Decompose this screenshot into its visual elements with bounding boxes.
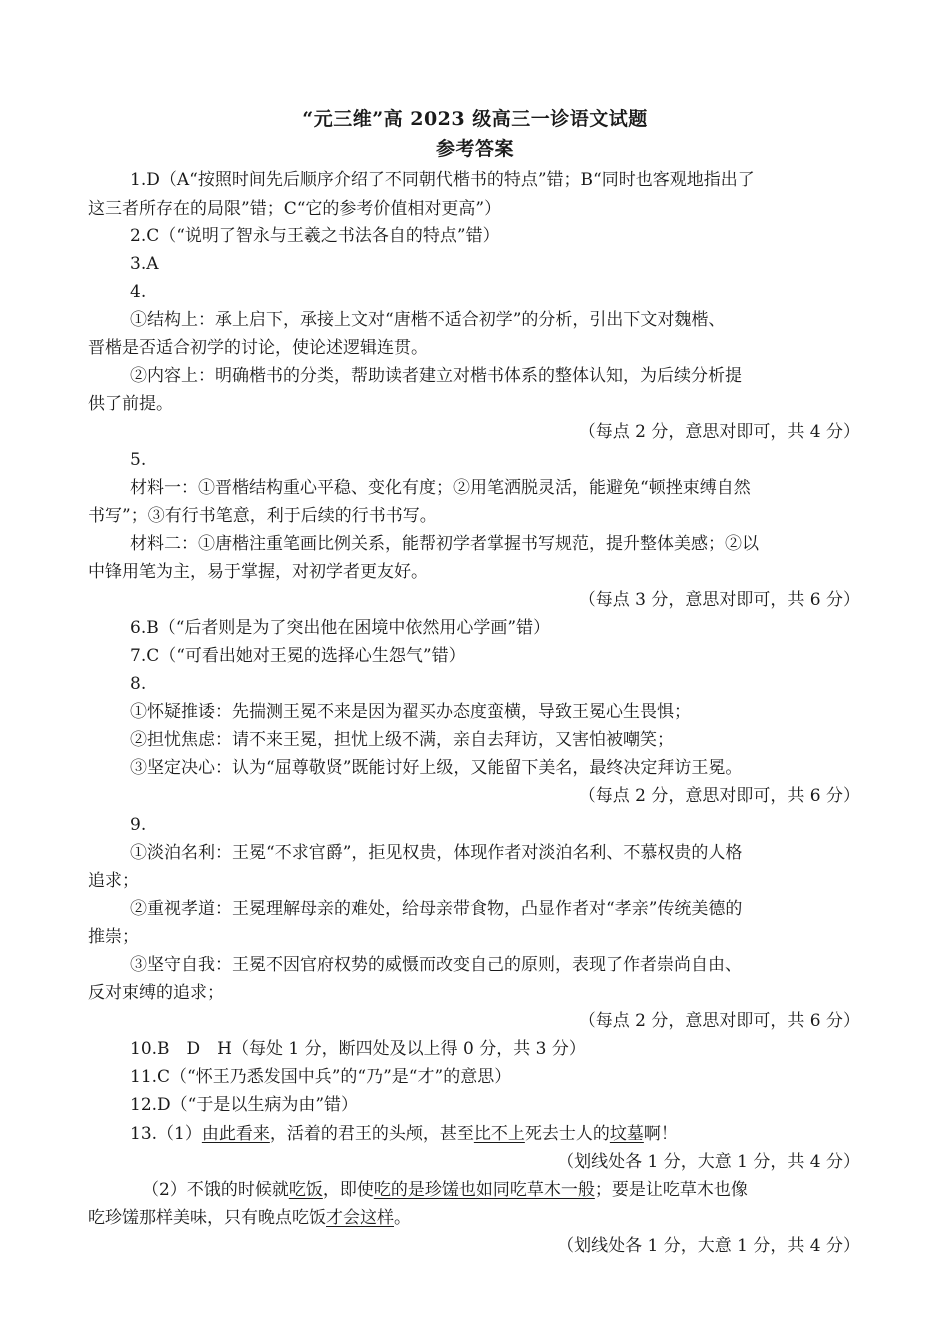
answer-q8-point3: ③坚定决心：认为“屈尊敬贤”既能讨好上级，又能留下美名，最终决定拜访王冕。 (130, 758, 743, 778)
answer-q8-number: 8. (130, 674, 147, 694)
answer-q5-material1-line2: 书写”；③有行书笔意，利于后续的行书书写。 (88, 506, 437, 526)
q13-2-prefix: （2）不饿的时候就 (142, 1180, 289, 1200)
q13-2-line2-end: 。 (394, 1208, 411, 1228)
answer-q13-part1 (130, 1122, 678, 1146)
answer-q9-point3-line1: ③坚守自我：王冕不因官府权势的威慑而改变自己的原则，表现了作者崇尚自由、 (130, 955, 742, 975)
answer-q1-line2: 这三者所存在的局限”错；C“它的参考价值相对更高”） (88, 199, 502, 219)
q13-1-text-1: ，活着的君王的头颅，甚至 (269, 1124, 474, 1144)
answer-q4-point1-line2: 晋楷是否适合初学的讨论，使论述逻辑连贯。 (88, 338, 428, 358)
answer-q9-score: （每点 2 分，意思对即可，共 6 分） (578, 1011, 860, 1031)
answer-q9-point2-line2: 推崇； (88, 927, 139, 947)
answer-q9-number: 9. (130, 815, 147, 835)
answer-q4-point2-line2: 供了前提。 (88, 394, 173, 414)
answer-q8-point1: ①怀疑推诿：先揣测王冕不来是因为翟买办态度蛮横，导致王冕心生畏惧； (130, 702, 691, 722)
q13-2-underlined-3: 才会这样 (326, 1208, 394, 1228)
q13-2-end: ；要是让吃草木也像 (594, 1180, 748, 1200)
answer-q9-point3-line2: 反对束缚的追求； (88, 983, 224, 1003)
answer-q7: 7.C（“可看出她对王冕的选择心生怨气”错） (130, 646, 466, 666)
answer-q9-point2-line1: ②重视孝道：王冕理解母亲的难处，给母亲带食物，凸显作者对“孝亲”传统美德的 (130, 899, 743, 919)
q13-2-line2-text: 吃珍馐那样美味，只有晚点吃饭 (88, 1208, 326, 1228)
answer-q11: 11.C（“怀王乃悉发国中兵”的“乃”是“才”的意思） (130, 1067, 512, 1087)
answer-q4-number: 4. (130, 282, 147, 302)
answer-q13-part2-line1 (142, 1178, 748, 1202)
answer-q9-point1-line1: ①淡泊名利：王冕“不求官爵”，拒见权贵，体现作者对淡泊名利、不慕权贵的人格 (130, 843, 743, 863)
answer-q5-score: （每点 3 分，意思对即可，共 6 分） (578, 590, 860, 610)
q13-2-underlined-1: 吃饭 (288, 1180, 323, 1200)
answer-q4-point2-line1: ②内容上：明确楷书的分类，帮助读者建立对楷书体系的整体认知，为后续分析提 (130, 366, 742, 386)
answer-q8-point2: ②担忧焦虑：请不来王冕，担忧上级不满，亲自去拜访，又害怕被嘲笑； (130, 730, 674, 750)
answer-q3: 3.A (130, 254, 159, 274)
q13-1-end: 啊！ (643, 1124, 678, 1144)
answer-q6: 6.B（“后者则是为了突出他在困境中依然用心学画”错） (130, 618, 551, 638)
q13-2-underlined-2: 吃的是珍馐也如同吃草木一般 (373, 1180, 595, 1200)
answer-q13-part2-score: （划线处各 1 分，大意 1 分，共 4 分） (557, 1236, 860, 1256)
answer-q5-material2-line2: 中锋用笔为主，易于掌握，对初学者更友好。 (88, 562, 428, 582)
answer-q13-part1-score: （划线处各 1 分，大意 1 分，共 4 分） (557, 1152, 860, 1172)
answer-q1-line1: 1.D（A“按照时间先后顺序介绍了不同朝代楷书的特点”错；B“同时也客观地指出了 (130, 170, 755, 190)
answer-q13-part2-line2 (88, 1206, 411, 1230)
answer-q9-point1-line2: 追求； (88, 871, 139, 891)
q13-1-underlined-3: 坟墓 (609, 1124, 644, 1144)
answer-q5-number: 5. (130, 450, 147, 470)
answer-q5-material2-line1: 材料二：①唐楷注重笔画比例关系，能帮初学者掌握书写规范，提升整体美感；②以 (130, 534, 759, 554)
q13-1-underlined-2: 比不上 (473, 1124, 525, 1144)
answer-q4-score: （每点 2 分，意思对即可，共 4 分） (578, 422, 860, 442)
answer-q2: 2.C（“说明了智永与王羲之书法各自的特点”错） (130, 226, 500, 246)
q13-1-underlined-1: 由此看来 (201, 1124, 270, 1144)
answer-q4-point1-line1: ①结构上：承上启下，承接上文对“唐楷不适合初学”的分析，引出下文对魏楷、 (130, 310, 726, 330)
answer-q12: 12.D（“于是以生病为由”错） (130, 1095, 359, 1115)
exam-title: “元三维”高 2023 级高三一诊语文试题 (302, 108, 648, 130)
answer-q5-material1-line1: 材料一：①晋楷结构重心平稳、变化有度；②用笔洒脱灵活，能避免“顿挫束缚自然 (130, 478, 751, 498)
answer-q8-score: （每点 2 分，意思对即可，共 6 分） (578, 786, 860, 806)
answer-q10: 10.B D H（每处 1 分，断四处及以上得 0 分，共 3 分） (130, 1039, 586, 1059)
q13-2-text-1: ，即使 (322, 1180, 374, 1200)
q13-1-text-2: 死去士人的 (524, 1124, 610, 1144)
exam-subtitle: 参考答案 (435, 138, 514, 160)
q13-1-prefix: 13.（1） (130, 1124, 202, 1144)
